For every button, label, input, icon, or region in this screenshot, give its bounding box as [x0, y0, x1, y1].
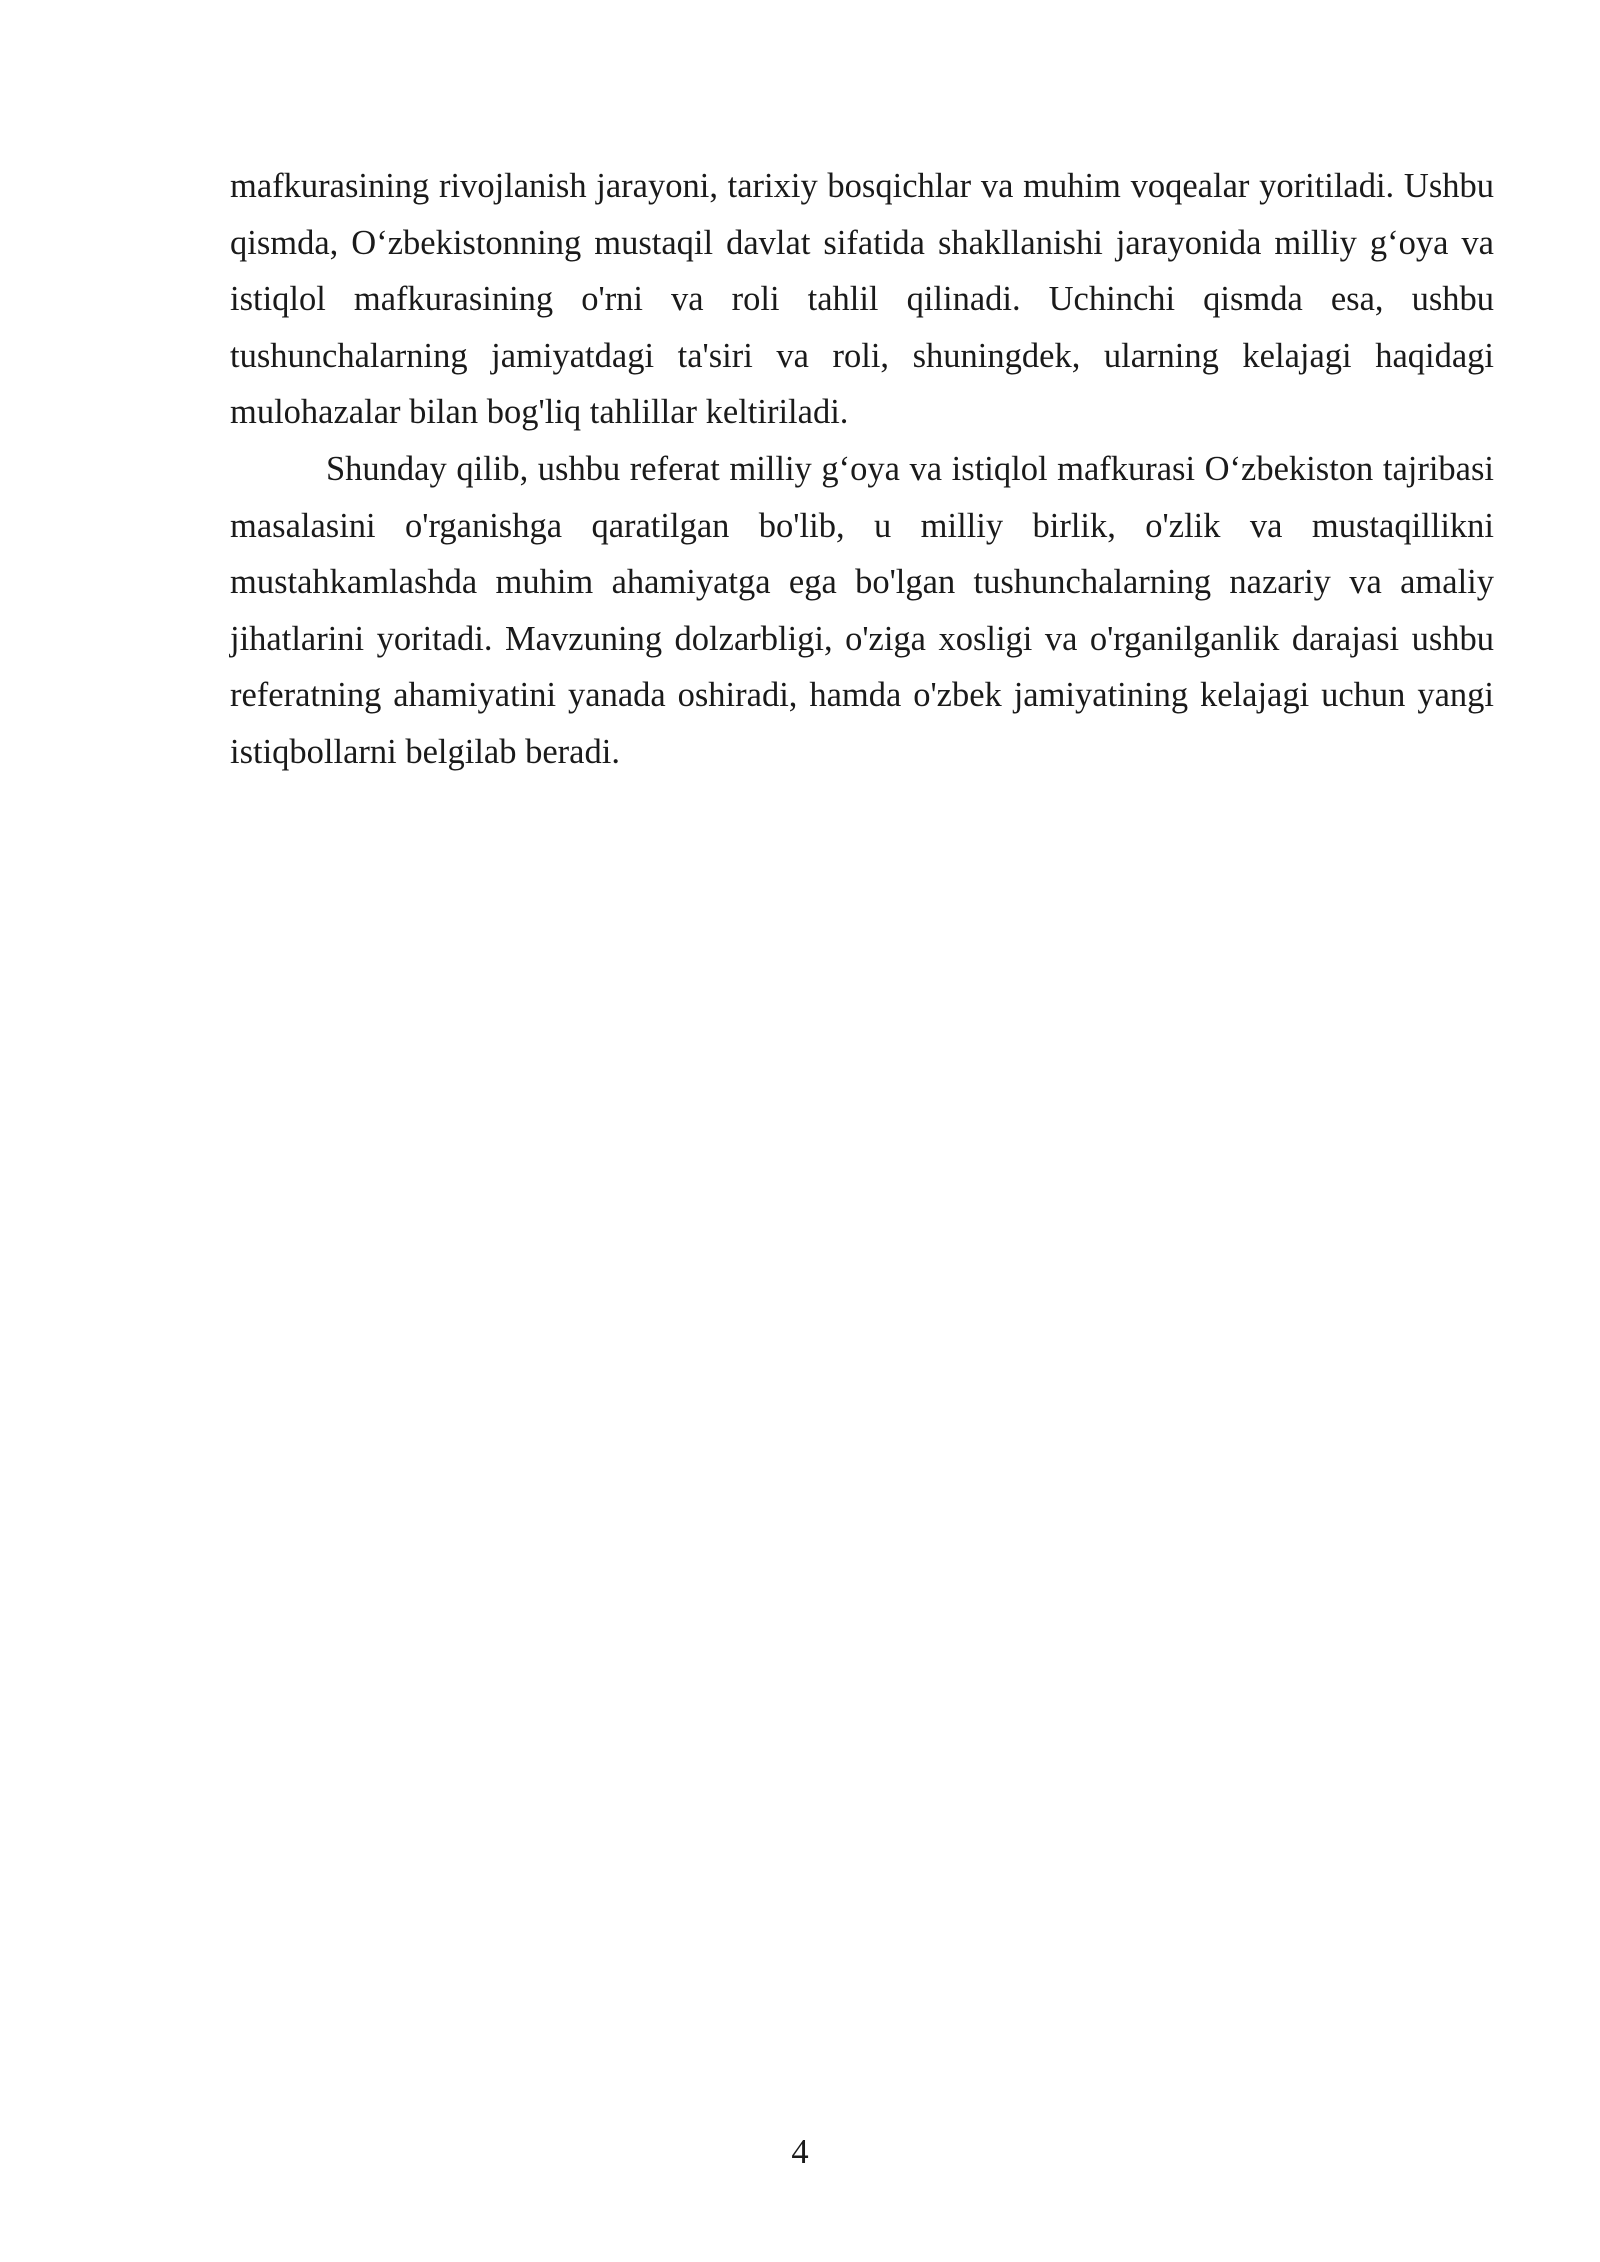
document-body: [230, 158, 1494, 781]
paragraph-conclusion: Shunday qilib, ushbu referat milliy g‘oya va istiqlol mafkurasi O‘zbekiston tajribasi masalasini o'rganishga qaratilgan bo'lib, u milliy birlik, o'zlik va mustaqillikni mustahkamlashda muhim ahamiyatga ega bo'lgan tushunchalarning nazariy va amaliy jihatlarini yoritadi. Mavzuning dolzarbligi, o'ziga xosligi va o'rganilganlik darajasi ushbu referatning ahamiyatini yanada oshiradi, hamda o'zbek jamiyatining kelajagi uchun yangi istiqbollarni belgilab beradi.: [230, 449, 1494, 771]
page-number: 4: [791, 2133, 809, 2171]
paragraph-continuation: mafkurasining rivojlanish jarayoni, tarixiy bosqichlar va muhim voqealar yoritiladi. Ushbu qismda, O‘zbekistonning mustaqil davlat sifatida shakllanishi jarayonida milliy g‘oya va istiqlol mafkurasining o'rni va roli tahlil qilinadi. Uchinchi qismda esa, ushbu tushunchalarning jamiyatdagi ta'siri va roli, shuningdek, ularning kelajagi haqidagi mulohazalar bilan bog'liq tahlillar keltiriladi.: [230, 167, 1494, 432]
